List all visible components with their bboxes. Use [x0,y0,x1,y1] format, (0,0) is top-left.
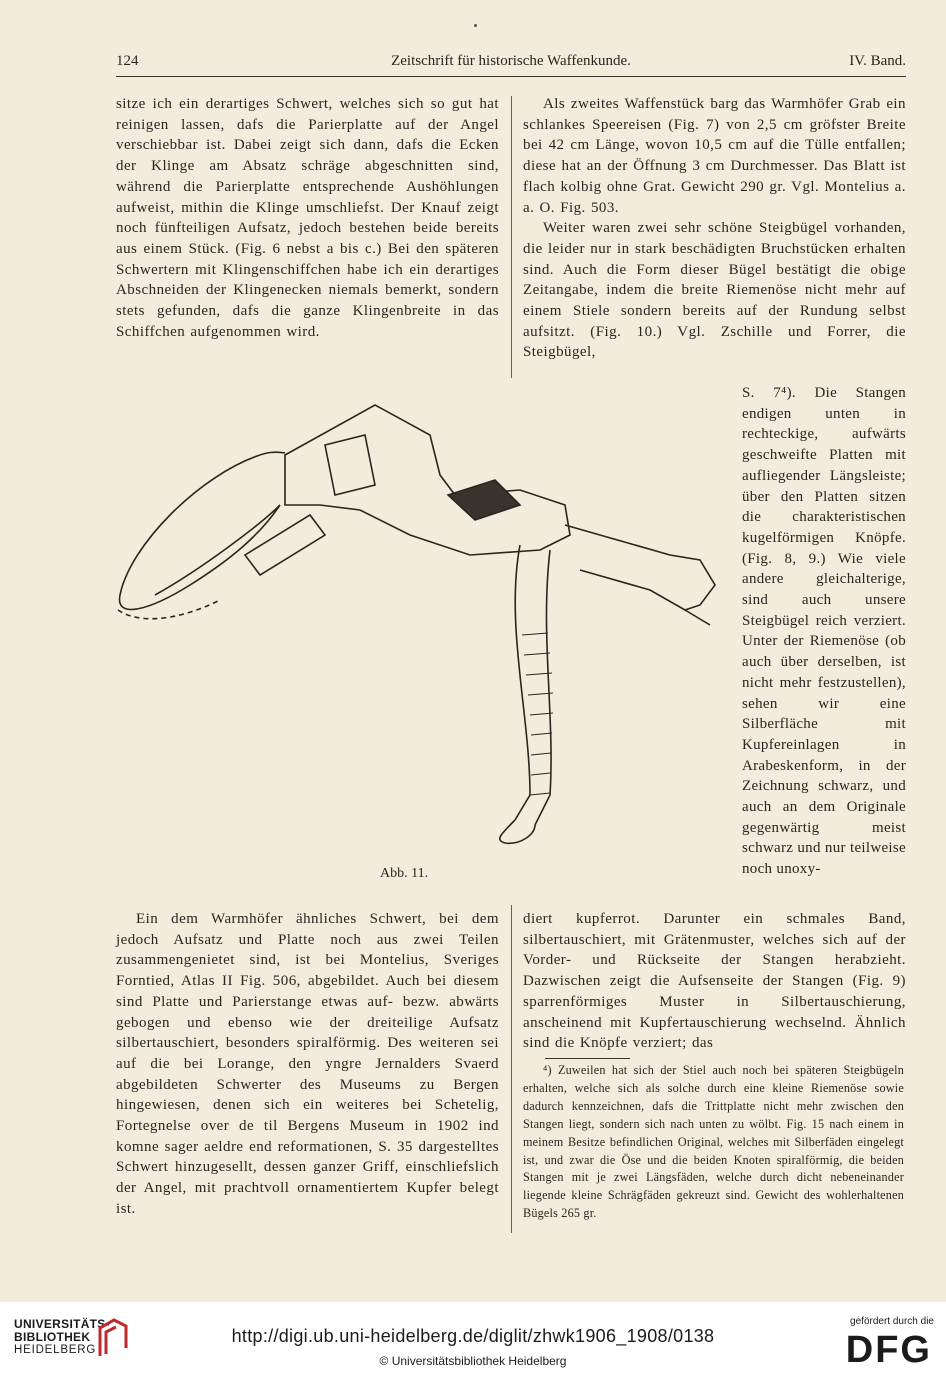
column-divider-top [511,96,512,378]
paragraph: diert kupferrot. Darunter ein schmales Band, silbertauschiert, mit Grätenmuster, welches sich auf der Vorder- und Rückseite der Stangen herabzieht. Dazwischen zeigt die Aufsenseite der Stangen (Fig. 9) sparrenförmiges Muster in Silbertauschierung, anscheinend mit Kupfertauschierung wechselnd. Ähnlich sind die Knöpfe verziert; das [523,911,906,1052]
funded-by-label: gefördert durch die [850,1316,934,1327]
journal-title: Zeitschrift für historische Waffenkunde. [391,53,631,69]
shaft-end [500,820,535,843]
footnote [523,1062,904,1223]
paragraph: S. 7⁴). Die Stangen endigen unten in rechteckige, aufwärts geschweifte Platten mit aufliegender Längsleiste; über den Platten sitzen die charakteristischen kugelförmigen Knöpfe. (Fig. 8, 9.) Wie viele andere gleichalterige, sind auch unsere Steigbügel reich verziert. Unter der Riemenöse (ob auch über derselben, ist nicht mehr festzustellen), sehen wir eine Silberfläche mit Kupfereinlagen in Arabeskenform, in der Zeichnung schwarz, und auch an dem Originale gegenwärtig meist schwarz und nur teilweise noch unoxy- [742,385,906,878]
footnote-rule [545,1058,630,1059]
footnote-text: ⁴) Zuweilen hat sich der Stiel auch noch bei späteren Steigbügeln erhalten, welche sich als solche durch eine kleine Riemenöse sowie dadurch kennzeichnen, dafs die Trittplatte nicht mehr zwischen den Stangen liegt, sondern sich nach unten zu wölbt. Fig. 15 nach einem in meinem Besitze befindlichen Original, welches mit Silberfäden eingelegt ist, und zwar die Öse und die beiden Knoten spiralförmig, die beiden Stangen mit je zwei Längsfäden, welche durch dicht nebeneinander liegende kleine Schrägfäden gekreuzt sind. Gewicht des wohlerhaltenen Bügels 265 gr. [523,1063,904,1221]
paragraph: Weiter waren zwei sehr schöne Steigbügel vorhanden, die leider nur in stark beschädigten Bruchstücken erhalten sind. Auch die Form dieser Bügel bestätigt die obige Zeitangabe, indem die breite Riemenöse nicht mehr auf einem Stiele sondern bereits auf der Rundung selbst aufsitzt. (Fig. 10.) Vgl. Zschille und Forrer, die Steigbügel, [523,220,906,361]
shaft-left [515,545,530,820]
paragraph: sitze ich ein derartiges Schwert, welches sich so gut hat reinigen lassen, dafs die Parierplatte auf der Angel verschiebbar ist. Dabei zeigt sich dann, dafs die Ecken der Klinge am Absatz schräge abgeschnitten sind, während die Parierplatte entsprechende Aushöhlungen aufweist, mithin die Klinge umschliefst. Der Knauf zeigt noch fünfteiligen Aufsatz, jedoch bestehen beide bereits aus einem Stück. (Fig. 6 nebst a bis c.) Bei den späteren Schwertern mit Klingenschiffchen habe ich ein derartiges Abschneiden der Klingenecken niemals bemerkt, sondern stets gefunden, dafs die ganze Klingenbreite in das Schiffchen aufgenommen wird. [116,96,499,340]
left-column-top [116,94,499,342]
speck [474,24,477,27]
bar-slot [325,435,375,495]
library-line2: BIBLIOTHEK [14,1330,91,1344]
ring-outer [120,455,280,609]
side-arm-tip [685,610,710,625]
page-number: 124 [116,53,139,69]
mesh-patch [448,480,520,520]
left-column-bottom [116,909,499,1220]
shaft-hatching [522,633,553,795]
figure-illustration [110,395,730,865]
dfg-logo[interactable]: DFG [845,1329,932,1371]
copyright: © Universitätsbibliothek Heidelberg [379,1354,567,1368]
figure-caption: Abb. 11. [380,866,429,881]
ring-inner [155,505,280,595]
right-column-top [523,94,906,363]
ring-top [260,452,285,455]
right-column-bottom [523,909,906,1054]
running-header [116,50,906,74]
shaft-right [535,550,551,825]
cheek-bar [285,405,570,555]
header-rule [116,76,906,77]
paragraph: Ein dem Warmhöfer ähnliches Schwert, bei dem jedoch Aufsatz und Platte noch aus zwei Teilen zusammengenietet sind, ist bei Montelius, Sveriges Forntied, Atlas II Fig. 506, abgebildet. Auch bei diesem sind Platte und Parierstange etwas auf- bezw. abwärts gebogen und ebenso wie der dreiteilige Aufsatz silbertauschiert, besonders spiralförmig. Des weiteren sei auf die bei Lorange, den yngre Jernalders Svaerd abgebildeten Schwerter des Museums zu Bergen hingewiesen, denen sich ein weiteres bei Schetelig, Fortegnelse over de til Bergens Museum in 1902 ind komne sager aeldre end reformationen, S. 35 dargestelltes Schwert hinzugesellt, dessen ganzer Griff, einschliefslich der Angel, mit prachtvoll ornamentiertem Kupfer belegt ist. [116,911,499,1217]
volume-label: IV. Band. [849,53,906,69]
strap [245,515,325,575]
column-divider-bottom [511,905,512,1233]
library-line1: UNIVERSITÄTS- [14,1317,110,1331]
side-arm [565,525,715,610]
narrow-column-beside-figure [742,383,906,880]
permalink[interactable]: http://digi.ub.uni-heidelberg.de/diglit/zhwk1906_1908/0138 [231,1326,715,1346]
library-line3: HEIDELBERG [14,1344,97,1356]
paragraph: Als zweites Waffenstück barg das Warmhöfer Grab ein schlankes Speereisen (Fig. 7) von 2,5 cm gröfster Breite bei 42 cm Länge, wovon 10,5 cm auf die Tülle entfallen; diese hat an der Öffnung 3 cm Durchmesser. Das Blatt ist flach kolbig ohne Grat. Gewicht 290 gr. Vgl. Montelius a. a. O. Fig. 503. [523,96,906,216]
